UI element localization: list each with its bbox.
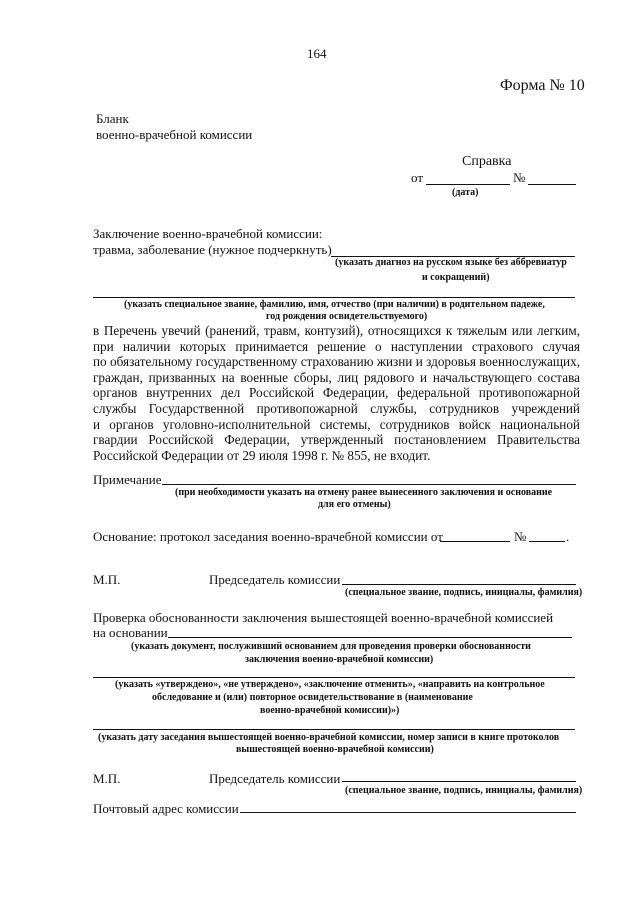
- person-hint-1: (указать специальное звание, фамилию, имя, отчество (при наличии) в родительном падеже,: [124, 299, 545, 310]
- paragraph-line: Российской Федерации от 29 июля 1998 г. № 855, не входит.: [93, 447, 431, 463]
- certificate-date-field[interactable]: [426, 170, 510, 185]
- paragraph-line: в Перечень увечий (ранений, травм, контузий), относящихся к тяжелым или легким,: [93, 323, 580, 338]
- injury-label: травма, заболевание (нужное подчеркнуть): [93, 242, 332, 257]
- chairman-label-2: Председатель комиссии: [209, 771, 341, 786]
- certificate-title: Справка: [462, 154, 512, 169]
- note-hint-2: для его отмены): [318, 499, 391, 510]
- chairman-signature-field-2[interactable]: [342, 767, 576, 782]
- page-number: 164: [307, 46, 327, 61]
- blank-line-2: военно-врачебной комиссии: [96, 127, 253, 142]
- verification-line-1: Проверка обоснованности заключения вышестоящей военно-врачебной комиссией: [93, 610, 554, 625]
- blank-line-1: Бланк: [96, 111, 129, 126]
- paragraph-line: по обязательному государственному страхованию жизни и здоровья военнослужащих,: [93, 354, 580, 370]
- basis-end: .: [566, 529, 570, 544]
- stamp-label-1: М.П.: [93, 572, 121, 587]
- chairman-hint-1: (специальное звание, подпись, инициалы, фамилия): [345, 587, 583, 598]
- diagnosis-hint-2: и сокращений): [422, 272, 490, 283]
- certificate-number-field[interactable]: [528, 170, 576, 185]
- note-hint-1: (при необходимости указать на отмену ранее вынесенного заключения и основание: [175, 487, 553, 498]
- paragraph-line: службы Государственной противопожарной службы, сотрудников учреждений: [93, 400, 580, 416]
- person-hint-2: год рождения освидетельствуемого): [266, 311, 428, 322]
- diagnosis-field[interactable]: [331, 242, 575, 257]
- verification-basis-field[interactable]: [168, 623, 572, 638]
- basis-number-field[interactable]: [529, 527, 565, 542]
- diagnosis-hint-1: (указать диагноз на русском языке без аббревиатур: [335, 257, 567, 268]
- paragraph-line: органов внутренних дел Российской Федерации, федеральной противопожарной: [93, 385, 580, 401]
- verification-line-2: на основании: [93, 625, 168, 640]
- basis-number-label: №: [514, 529, 527, 544]
- certificate-from-label: от: [411, 170, 424, 185]
- verification-doc-hint-2: заключения военно-врачебной комиссии): [245, 654, 434, 665]
- basis-date-field[interactable]: [440, 527, 510, 542]
- stamp-label-2: М.П.: [93, 771, 121, 786]
- certificate-number-label: №: [513, 170, 526, 185]
- basis-label: Основание: протокол заседания военно-врачебной комиссии от: [93, 529, 443, 544]
- chairman-signature-field-1[interactable]: [342, 570, 576, 585]
- verification-meeting-field[interactable]: [93, 715, 575, 730]
- verification-decision-hint-2: обследование и (или) повторное освидетельствование в (наименование: [152, 692, 473, 703]
- form-title: Форма № 10: [500, 77, 585, 94]
- verification-decision-field[interactable]: [93, 663, 575, 678]
- verification-decision-hint-3: военно-врачебной комиссии)»): [260, 705, 400, 716]
- verification-decision-hint-1: (указать «утверждено», «не утверждено», «заключение отменить», «направить на контрольное: [115, 679, 545, 690]
- paragraph-line: граждан, призванных на военные сборы, лиц рядового и начальствующего состава: [93, 369, 580, 385]
- paragraph-line: и органов уголовно-исполнительной системы, сотрудников войск национальной: [93, 416, 580, 432]
- note-label: Примечание: [93, 472, 162, 487]
- postal-address-field[interactable]: [240, 798, 576, 813]
- paragraph-line: гвардии Российской Федерации, утвержденный постановлением Правительства: [93, 432, 580, 448]
- postal-label: Почтовый адрес комиссии: [93, 801, 239, 816]
- paragraph-line: при наличии которых принимается решение о наступлении страхового случая: [93, 338, 580, 354]
- verification-meeting-hint-1: (указать дату заседания вышестоящей военно-врачебной комиссии, номер записи в книге протоколов: [98, 732, 560, 743]
- chairman-hint-2: (специальное звание, подпись, инициалы, фамилия): [345, 785, 583, 796]
- certificate-date-hint: (дата): [452, 187, 479, 198]
- main-paragraph: [93, 323, 580, 463]
- verification-doc-hint-1: (указать документ, послуживший основанием для проведения проверки обоснованности: [131, 641, 531, 652]
- conclusion-heading: Заключение военно-врачебной комиссии:: [93, 226, 323, 241]
- person-field[interactable]: [93, 283, 575, 298]
- verification-meeting-hint-2: вышестоящей военно-врачебной комиссии): [236, 744, 434, 755]
- note-field[interactable]: [162, 470, 576, 485]
- chairman-label-1: Председатель комиссии: [209, 572, 341, 587]
